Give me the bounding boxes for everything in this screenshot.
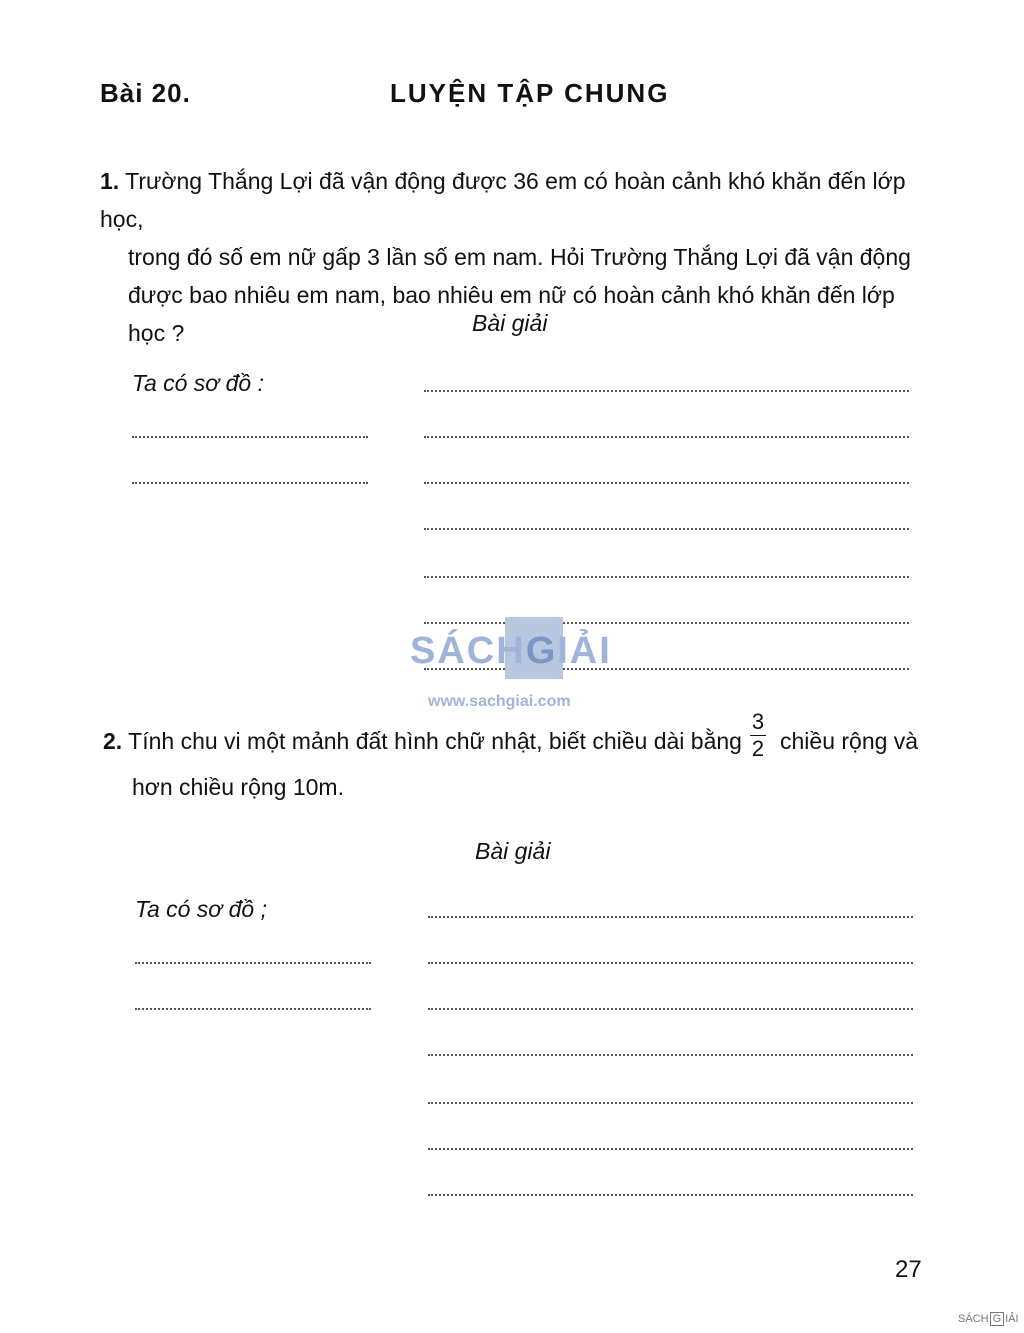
page-number: 27	[895, 1256, 922, 1283]
answer-line[interactable]	[428, 1148, 913, 1150]
corner-logo: SÁCH G IẢI	[958, 1313, 1019, 1325]
answer-line[interactable]	[428, 1008, 913, 1010]
answer-line[interactable]	[424, 576, 909, 578]
diagram-line[interactable]	[132, 482, 368, 484]
exercise-1-solution-heading: Bài giải	[472, 310, 548, 336]
answer-line[interactable]	[424, 436, 909, 438]
lesson-number: Bài 20.	[100, 78, 191, 108]
fraction-denominator: 2	[751, 736, 765, 761]
answer-line[interactable]	[428, 1102, 913, 1104]
exercise-2-line-2: hơn chiều rộng 10m.	[132, 774, 344, 800]
answer-line[interactable]	[428, 1054, 913, 1056]
fraction-numerator: 3	[751, 709, 765, 734]
answer-line[interactable]	[424, 528, 909, 530]
watermark-logo: SÁCHGIẢI	[410, 630, 612, 672]
exercise-2-text-after-fraction: chiều rộng và	[780, 728, 919, 754]
watermark-url: www.sachgiai.com	[428, 693, 571, 710]
answer-line[interactable]	[428, 916, 913, 918]
exercise-1-line-1: Trường Thắng Lợi đã vận động được 36 em có hoàn cảnh khó khăn đến lớp học,	[100, 168, 906, 232]
exercise-2-line-1	[103, 722, 742, 760]
answer-line[interactable]	[424, 622, 909, 624]
exercise-1-number: 1.	[100, 168, 120, 194]
exercise-1-line-2: trong đó số em nữ gấp 3 lần số em nam. Hỏi Trường Thắng Lợi đã vận động	[128, 244, 911, 270]
exercise-1-diagram-label: Ta có sơ đồ :	[132, 370, 264, 396]
exercise-2-text-before-fraction: Tính chu vi một mảnh đất hình chữ nhật, biết chiều dài bằng	[128, 728, 742, 754]
answer-line[interactable]	[424, 390, 909, 392]
exercise-2-number: 2.	[103, 728, 123, 754]
exercise-1-line-3: được bao nhiêu em nam, bao nhiêu em nữ có hoàn cảnh khó khăn đến lớp học ?	[128, 282, 895, 346]
diagram-line[interactable]	[135, 962, 371, 964]
lesson-title: LUYỆN TẬP CHUNG	[390, 78, 670, 108]
fraction-three-halves	[750, 710, 766, 761]
answer-line[interactable]	[428, 962, 913, 964]
exercise-2-solution-heading: Bài giải	[475, 838, 551, 864]
diagram-line[interactable]	[132, 436, 368, 438]
exercise-2-diagram-label: Ta có sơ đồ ;	[135, 896, 267, 922]
answer-line[interactable]	[424, 482, 909, 484]
diagram-line[interactable]	[135, 1008, 371, 1010]
answer-line[interactable]	[428, 1194, 913, 1196]
